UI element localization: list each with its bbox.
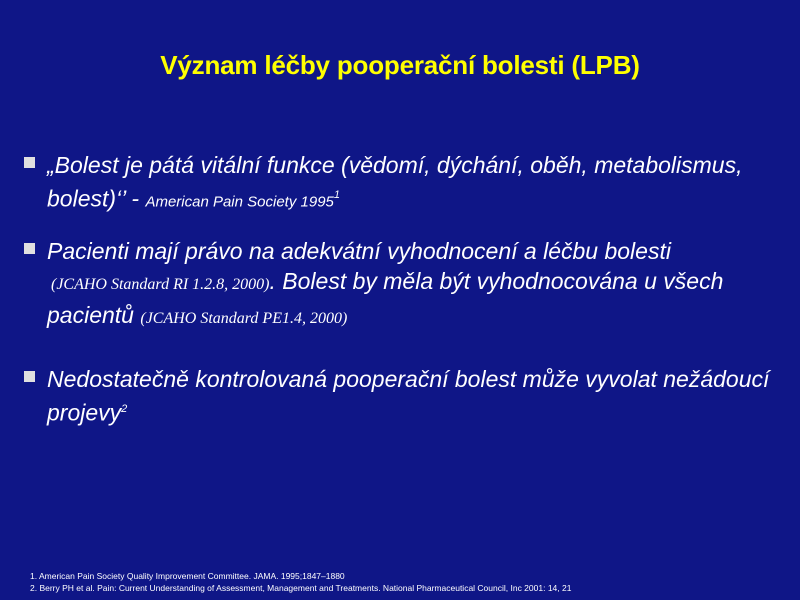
slide-title: Význam léčby pooperační bolesti (LPB)	[160, 50, 640, 80]
bullet-1-text: „Bolest je pátá vitální funkce (vědomí, dýchání, oběh, metabolismus, bolest)‘’ -	[47, 152, 743, 212]
bullet-2-ref-a: (JCAHO Standard RI 1.2.8, 2000)	[51, 275, 270, 293]
square-bullet-icon	[24, 371, 35, 382]
footnotes	[30, 570, 571, 594]
footnote-2: 2. Berry PH et al. Pain: Current Understanding of Assessment, Management and Treatments. National Pharmaceutical Council, Inc 2001: 14, 21	[30, 583, 572, 593]
bullet-3-text: Nedostatečně kontrolovaná pooperační bolest může vyvolat nežádoucí projevy	[47, 365, 770, 426]
bullet-item-3	[22, 364, 782, 428]
bullet-2-text-a: Pacienti mají právo na adekvátní vyhodnocení a léčbu bolesti	[47, 237, 671, 264]
footnote-1: 1. American Pain Society Quality Improvement Committee. JAMA. 1995;1847–1880	[30, 571, 345, 581]
bullet-1-source: American Pain Society 1995	[145, 193, 334, 211]
bullet-1-footnote-ref: 1	[333, 189, 340, 201]
square-bullet-icon	[24, 243, 35, 254]
square-bullet-icon	[24, 157, 35, 168]
bullet-item-2	[22, 236, 782, 334]
bullet-list	[22, 150, 782, 445]
bullet-2-text-b: . Bolest by měla být vyhodnocována u všech pacientů	[47, 267, 724, 328]
bullet-3-footnote-ref: 2	[121, 402, 128, 415]
bullet-item-1	[22, 150, 782, 218]
bullet-2-ref-b: (JCAHO Standard PE1.4, 2000)	[140, 309, 348, 327]
